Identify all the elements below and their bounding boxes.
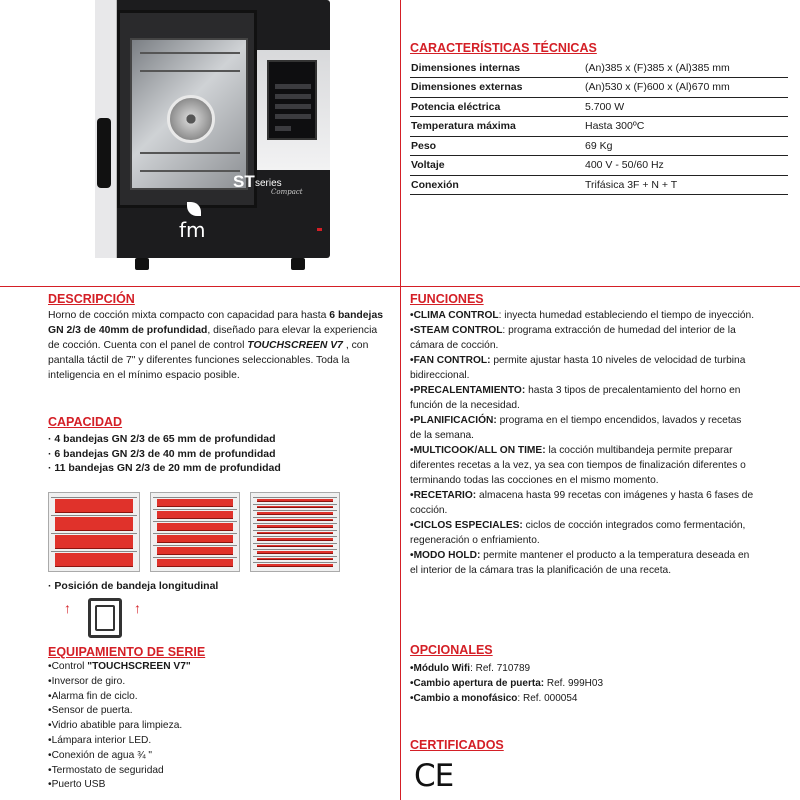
led-indicator bbox=[317, 228, 322, 231]
tray-guide bbox=[253, 530, 337, 531]
tray bbox=[55, 499, 133, 513]
tray-guide bbox=[51, 515, 137, 516]
tray-guide bbox=[253, 543, 337, 544]
oven-window bbox=[130, 38, 248, 190]
funcion-desc: : programa extracción de humedad del interior de la cámara de cocción. bbox=[410, 325, 736, 351]
funcion-key: •PRECALENTAMIENTO: bbox=[410, 385, 526, 396]
tray-guide bbox=[253, 517, 337, 518]
funcion-key: •MULTICOOK/ALL ON TIME: bbox=[410, 445, 546, 456]
tray bbox=[257, 545, 333, 548]
tray-diagram-11 bbox=[250, 492, 340, 572]
oven-rack bbox=[140, 152, 240, 154]
equipamiento-item: •Conexión de agua ¾ " bbox=[48, 749, 153, 761]
funcion-desc: almacena hasta 99 recetas con imágenes y hasta 6 fases de cocción. bbox=[410, 490, 754, 516]
ce-mark-icon: CE bbox=[414, 758, 454, 794]
door-position-icon bbox=[88, 598, 122, 638]
equipamiento-item: •Inversor de giro. bbox=[48, 675, 126, 687]
equipamiento-list bbox=[48, 660, 191, 793]
screen-row bbox=[275, 94, 311, 99]
funcion-key: •CLIMA CONTROL bbox=[410, 310, 499, 321]
opcional-key: •Cambio a monofásico bbox=[410, 693, 518, 704]
capacidad-title: CAPACIDAD bbox=[48, 415, 123, 429]
tray bbox=[55, 535, 133, 549]
oven-foot bbox=[135, 258, 149, 270]
funcion-desc: permite mantener el producto a la temperatura deseada en el interior de la cámara tras la planificación de una receta. bbox=[410, 550, 750, 576]
equipamiento-item: •Lámpara interior LED. bbox=[48, 734, 152, 746]
specs-table bbox=[410, 58, 788, 195]
tray bbox=[55, 517, 133, 531]
oven-rack bbox=[140, 52, 240, 54]
funcion-desc: permite ajustar hasta 10 niveles de velocidad de turbina bidireccional. bbox=[410, 355, 746, 381]
funciones-list bbox=[410, 308, 755, 578]
spec-row bbox=[410, 78, 788, 98]
door-inner-icon bbox=[95, 605, 115, 631]
funcion-item bbox=[410, 383, 755, 413]
descripcion-text bbox=[48, 308, 388, 383]
funcion-desc: la cocción multibandeja permite preparar diferentes recetas a la vez, ya sea con tiempos de finalización diferentes o terminando todas las cocciones en el mismo momento. bbox=[410, 445, 746, 486]
tray-guide bbox=[51, 497, 137, 498]
funcion-key: •FAN CONTROL: bbox=[410, 355, 491, 366]
tray-guide bbox=[153, 497, 237, 498]
funcion-item bbox=[410, 323, 755, 353]
tray-diagram-4 bbox=[48, 492, 140, 572]
opcional-ref: : Ref. 710789 bbox=[470, 663, 531, 674]
tray bbox=[257, 532, 333, 535]
capacidad-item: · 4 bandejas GN 2/3 de 65 mm de profundidad bbox=[48, 433, 276, 445]
tray-guide bbox=[253, 556, 337, 557]
funcion-item bbox=[410, 548, 755, 578]
funcion-desc: programa en el tiempo encendidos, lavados y recetas de la semana. bbox=[410, 415, 742, 441]
spec-row bbox=[410, 175, 788, 195]
tray-diagram-6 bbox=[150, 492, 240, 572]
tray-guide bbox=[253, 536, 337, 537]
tray bbox=[157, 499, 233, 507]
tray bbox=[157, 547, 233, 555]
tray-guide bbox=[153, 557, 237, 558]
equip-control-bold: "TOUCHSCREEN V7" bbox=[87, 661, 191, 672]
spec-row bbox=[410, 136, 788, 156]
posicion-label: · Posición de bandeja longitudinal bbox=[48, 580, 219, 592]
tray-guide bbox=[51, 533, 137, 534]
tray bbox=[257, 506, 333, 509]
oven-rack bbox=[140, 170, 240, 172]
equip-control-prefix: •Control bbox=[48, 661, 88, 672]
capacidad-item: · 11 bandejas GN 2/3 de 20 mm de profundidad bbox=[48, 462, 281, 474]
brand-compact: Compact bbox=[271, 188, 303, 196]
descripcion-i1: TOUCHSCREEN V7 bbox=[247, 340, 343, 351]
funcion-key: •RECETARIO: bbox=[410, 490, 477, 501]
spec-value: (An)530 x (F)600 x (Al)670 mm bbox=[584, 78, 788, 98]
oven-foot bbox=[291, 258, 305, 270]
descripcion-b1: 6 bandejas GN 2/3 de 40mm de profundidad bbox=[48, 310, 384, 336]
funcion-item bbox=[410, 443, 755, 488]
funcion-item bbox=[410, 308, 755, 323]
opcional-key: •Cambio apertura de puerta: bbox=[410, 678, 545, 689]
funciones-title: FUNCIONES bbox=[410, 292, 484, 306]
oven-rack bbox=[140, 70, 240, 72]
opcionales-title: OPCIONALES bbox=[410, 643, 493, 657]
spec-label: Conexión bbox=[410, 175, 584, 195]
equipamiento-item: •Termostato de seguridad bbox=[48, 764, 164, 776]
funcion-item bbox=[410, 518, 755, 548]
funcion-key: •MODO HOLD: bbox=[410, 550, 481, 561]
tray bbox=[257, 551, 333, 554]
spec-row bbox=[410, 58, 788, 78]
tray-guide bbox=[153, 509, 237, 510]
spec-label: Temperatura máxima bbox=[410, 117, 584, 137]
funcion-item bbox=[410, 488, 755, 518]
opcional-key: •Módulo Wifi bbox=[410, 663, 471, 674]
brand-series: series bbox=[255, 178, 282, 189]
equipamiento-item bbox=[48, 660, 191, 675]
specs-title: CARACTERÍSTICAS TÉCNICAS bbox=[410, 41, 597, 55]
spec-value: (An)385 x (F)385 x (Al)385 mm bbox=[584, 58, 788, 78]
tray bbox=[55, 553, 133, 567]
horizontal-divider bbox=[0, 286, 800, 287]
tray-guide bbox=[51, 551, 137, 552]
spec-row bbox=[410, 156, 788, 176]
tray bbox=[257, 499, 333, 502]
tray-guide bbox=[153, 545, 237, 546]
funcion-key: •STEAM CONTROL bbox=[410, 325, 503, 336]
spec-row bbox=[410, 97, 788, 117]
tray bbox=[257, 519, 333, 522]
funcion-desc: ciclos de cocción integrados como fermentación, regeneración o enfriamiento. bbox=[410, 520, 746, 546]
tray bbox=[157, 559, 233, 567]
funcion-desc: : inyecta humedad estableciendo el tiempo de inyección. bbox=[498, 310, 755, 321]
equipamiento-item: •Puerto USB bbox=[48, 779, 106, 791]
descripcion-title: DESCRIPCIÓN bbox=[48, 292, 135, 306]
spec-value: 400 V - 50/60 Hz bbox=[584, 156, 788, 176]
tray bbox=[157, 511, 233, 519]
funcion-desc: hasta 3 tipos de precalentamiento del horno en función de la necesidad. bbox=[410, 385, 741, 411]
tray bbox=[257, 525, 333, 528]
spec-label: Voltaje bbox=[410, 156, 584, 176]
oven-body bbox=[95, 0, 330, 258]
spec-label: Dimensiones internas bbox=[410, 58, 584, 78]
funcion-key: •CICLOS ESPECIALES: bbox=[410, 520, 523, 531]
spec-value: Hasta 300ºC bbox=[584, 117, 788, 137]
arrow-up-icon: ↑ bbox=[134, 600, 141, 616]
screen-row bbox=[275, 84, 311, 89]
screen-row bbox=[275, 114, 311, 119]
tray bbox=[257, 512, 333, 515]
tray-guide bbox=[253, 562, 337, 563]
opcional-ref: Ref. 999H03 bbox=[544, 678, 604, 689]
certificados-title: CERTIFICADOS bbox=[410, 738, 504, 752]
tray-guide bbox=[253, 549, 337, 550]
funcion-item bbox=[410, 413, 755, 443]
touchscreen bbox=[267, 60, 317, 140]
spec-value: 5.700 W bbox=[584, 97, 788, 117]
descripcion-p1: Horno de cocción mixta compacto con capacidad para hasta bbox=[48, 310, 330, 321]
screen-row bbox=[275, 104, 311, 109]
spec-label: Peso bbox=[410, 136, 584, 156]
opcional-item bbox=[410, 676, 603, 691]
capacidad-item: · 6 bandejas GN 2/3 de 40 mm de profundidad bbox=[48, 447, 276, 460]
oven-image bbox=[95, 0, 330, 270]
tray bbox=[257, 538, 333, 541]
spec-value: Trifásica 3F + N + T bbox=[584, 175, 788, 195]
spec-row bbox=[410, 117, 788, 137]
tray-guide bbox=[253, 497, 337, 498]
fan-icon bbox=[167, 95, 215, 143]
screen-row bbox=[275, 126, 291, 131]
opcionales-list bbox=[410, 661, 603, 706]
capacidad-list bbox=[48, 432, 281, 476]
brand-st: ST bbox=[233, 172, 255, 191]
tray bbox=[157, 523, 233, 531]
tray-guide bbox=[253, 523, 337, 524]
opcional-ref: : Ref. 000054 bbox=[517, 693, 578, 704]
tray bbox=[157, 535, 233, 543]
tray-guide bbox=[153, 521, 237, 522]
spec-value: 69 Kg bbox=[584, 136, 788, 156]
equipamiento-title: EQUIPAMIENTO DE SERIE bbox=[48, 645, 206, 659]
spec-label: Dimensiones externas bbox=[410, 78, 584, 98]
funcion-item bbox=[410, 353, 755, 383]
descripcion-p2: , diseñado para elevar la experiencia de cocción. Cuenta con el panel de control bbox=[48, 325, 378, 351]
spec-label: Potencia eléctrica bbox=[410, 97, 584, 117]
tray bbox=[257, 564, 333, 567]
opcional-item bbox=[410, 691, 603, 706]
fm-logo: fm bbox=[179, 218, 206, 242]
tray-guide bbox=[153, 533, 237, 534]
equipamiento-item: •Vidrio abatible para limpieza. bbox=[48, 720, 183, 732]
opcional-item bbox=[410, 661, 603, 676]
vertical-divider bbox=[400, 0, 401, 800]
arrow-up-icon: ↑ bbox=[64, 600, 71, 616]
tray bbox=[257, 558, 333, 561]
funcion-key: •PLANIFICACIÓN: bbox=[410, 415, 497, 426]
equipamiento-item: •Sensor de puerta. bbox=[48, 705, 133, 717]
descripcion-p3: , con pantalla táctil de 7" y diferentes funciones seleccionables. Toda la inteligencia en el mínimo espacio posible. bbox=[48, 340, 369, 381]
equipamiento-item: •Alarma fin de ciclo. bbox=[48, 690, 138, 702]
tray-guide bbox=[253, 510, 337, 511]
door-handle bbox=[97, 118, 111, 188]
tray-guide bbox=[253, 504, 337, 505]
control-panel bbox=[257, 50, 330, 170]
